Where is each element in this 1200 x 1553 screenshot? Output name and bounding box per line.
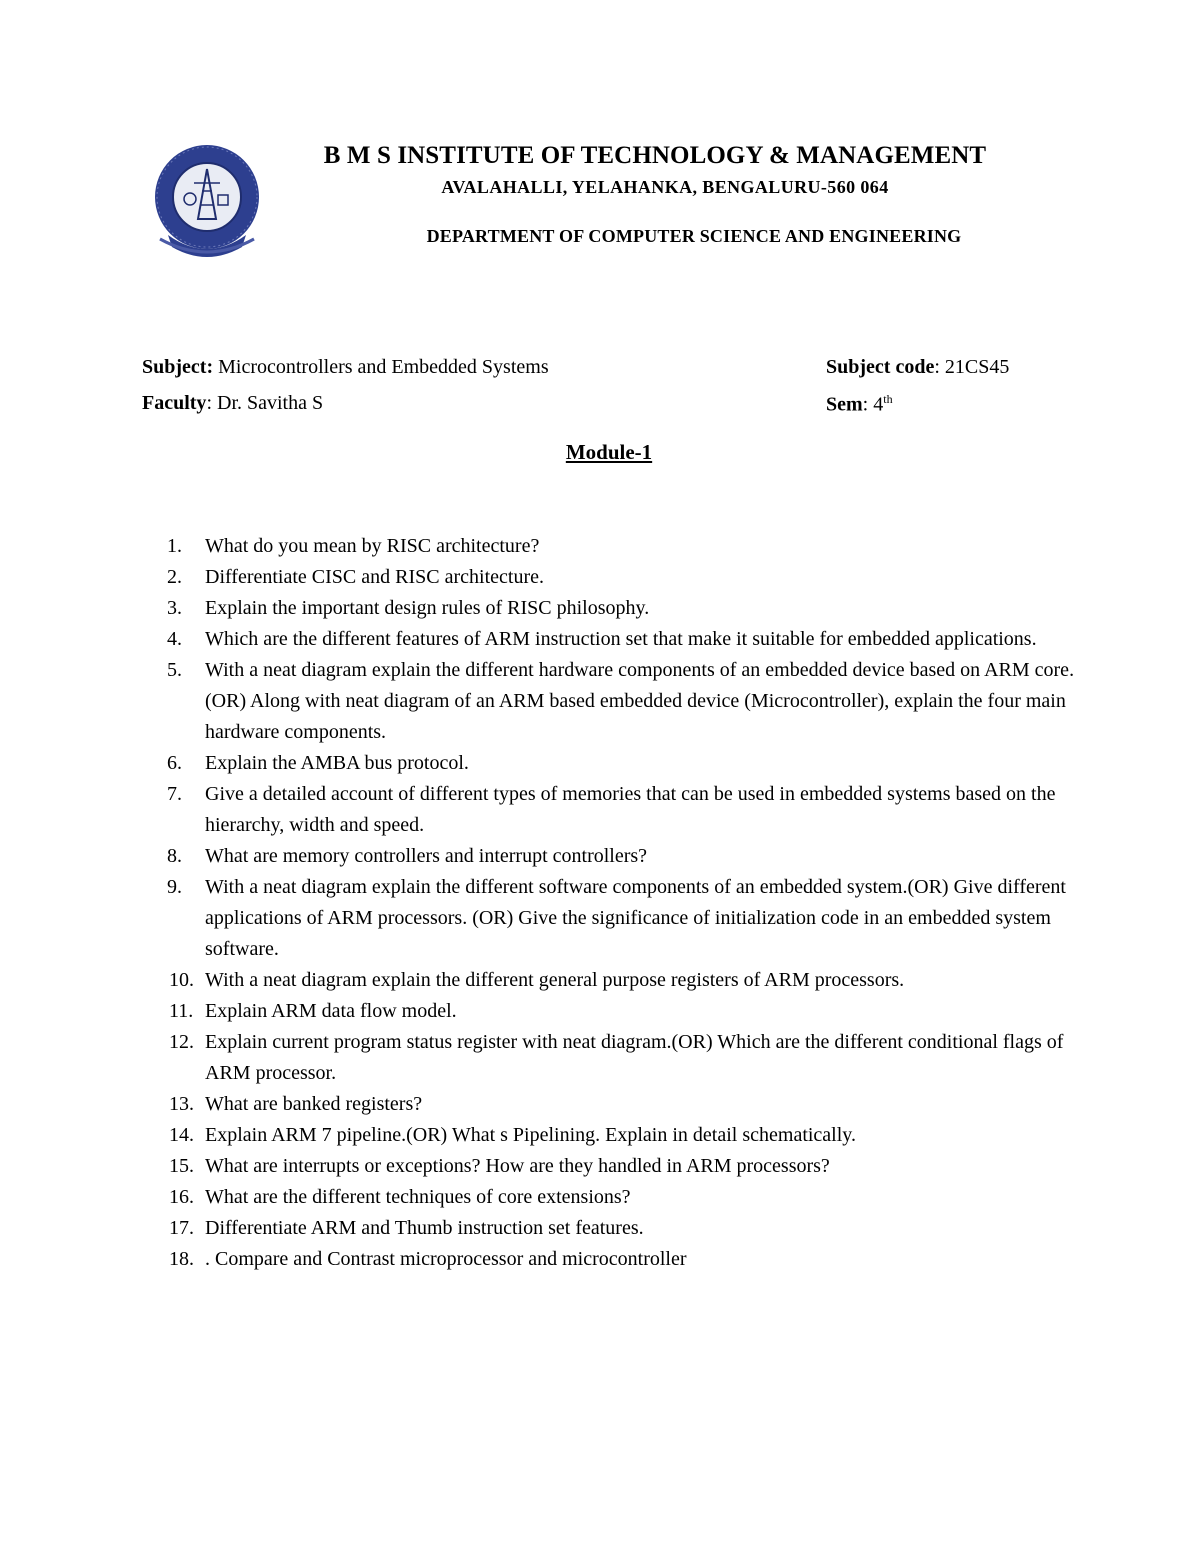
question-item bbox=[167, 562, 1085, 593]
question-text: What are interrupts or exceptions? How are they handled in ARM processors? bbox=[205, 1155, 830, 1177]
question-item bbox=[169, 1151, 1085, 1182]
question-number: 14. bbox=[169, 1124, 194, 1146]
question-text: Explain current program status register with neat diagram.(OR) Which are the different conditional flags of ARM processor. bbox=[205, 1031, 1064, 1084]
question-number: 12. bbox=[169, 1031, 194, 1053]
institute-address: AVALAHALLI, YELAHANKA, BENGALURU-560 064 bbox=[441, 177, 889, 197]
institute-name: B M S INSTITUTE OF TECHNOLOGY & MANAGEMENT bbox=[323, 142, 987, 169]
question-item bbox=[169, 996, 1085, 1027]
question-number: 4. bbox=[167, 628, 182, 650]
question-text: Differentiate ARM and Thumb instruction set features. bbox=[205, 1217, 644, 1239]
faculty-label: Faculty bbox=[142, 392, 207, 414]
faculty-value: : Dr. Savitha S bbox=[206, 392, 324, 414]
question-number: 13. bbox=[169, 1093, 194, 1115]
question-item bbox=[169, 1027, 1085, 1089]
question-text: What do you mean by RISC architecture? bbox=[205, 535, 540, 557]
question-number: 11. bbox=[169, 1000, 194, 1022]
question-number: 17. bbox=[169, 1217, 194, 1239]
question-number: 2. bbox=[167, 566, 182, 588]
question-text: Explain the AMBA bus protocol. bbox=[205, 752, 469, 774]
question-text: Which are the different features of ARM instruction set that make it suitable for embedded applications. bbox=[205, 628, 1037, 650]
question-text: Explain the important design rules of RISC philosophy. bbox=[205, 597, 650, 619]
question-item bbox=[167, 531, 1085, 562]
question-item bbox=[167, 593, 1085, 624]
subject-line bbox=[142, 356, 549, 379]
question-text: What are memory controllers and interrupt controllers? bbox=[205, 845, 648, 867]
question-item bbox=[167, 779, 1085, 841]
question-text: Explain ARM 7 pipeline.(OR) What s Pipelining. Explain in detail schematically. bbox=[205, 1124, 856, 1146]
question-item bbox=[167, 841, 1085, 872]
question-item bbox=[167, 748, 1085, 779]
question-number: 8. bbox=[167, 845, 182, 867]
question-item bbox=[169, 965, 1085, 996]
faculty-line bbox=[142, 392, 323, 415]
semester-suffix: th bbox=[883, 392, 893, 406]
question-item bbox=[169, 1182, 1085, 1213]
question-number: 3. bbox=[167, 597, 182, 619]
semester-line bbox=[826, 392, 893, 417]
semester-value: : 4 bbox=[862, 393, 884, 416]
question-text: . Compare and Contrast microprocessor and microcontroller bbox=[205, 1248, 687, 1270]
subject-code-line bbox=[826, 356, 1009, 379]
question-number: 16. bbox=[169, 1186, 194, 1208]
question-text: What are the different techniques of core extensions? bbox=[205, 1186, 631, 1208]
question-text: Explain ARM data flow model. bbox=[205, 1000, 457, 1022]
question-item bbox=[169, 1244, 1085, 1275]
question-text: Give a detailed account of different types of memories that can be used in embedded systems based on the hierarchy, width and speed. bbox=[205, 783, 1056, 836]
subject-code-value: : 21CS45 bbox=[934, 356, 1010, 378]
question-item bbox=[167, 655, 1085, 748]
question-number: 1. bbox=[167, 535, 182, 557]
question-number: 5. bbox=[167, 659, 182, 681]
question-number: 10. bbox=[169, 969, 194, 991]
question-number: 9. bbox=[167, 876, 182, 898]
department-name: DEPARTMENT OF COMPUTER SCIENCE AND ENGINEERING bbox=[426, 226, 962, 246]
module-title: Module-1 bbox=[565, 440, 653, 464]
question-item bbox=[169, 1120, 1085, 1151]
question-list bbox=[167, 531, 1085, 1275]
question-text: With a neat diagram explain the different general purpose registers of ARM processors. bbox=[205, 969, 905, 991]
subject-value: Microcontrollers and Embedded Systems bbox=[213, 356, 549, 378]
semester-label: Sem bbox=[826, 393, 863, 416]
question-number: 7. bbox=[167, 783, 182, 805]
question-number: 6. bbox=[167, 752, 182, 774]
question-number: 15. bbox=[169, 1155, 194, 1177]
question-text: With a neat diagram explain the different hardware components of an embedded device based on ARM core.(OR) Along with neat diagram of an ARM based embedded device (Microcontroller), explain the four main hardware components. bbox=[205, 659, 1075, 743]
question-text: Differentiate CISC and RISC architecture. bbox=[205, 566, 544, 588]
question-item bbox=[169, 1213, 1085, 1244]
subject-code-label: Subject code bbox=[826, 356, 935, 378]
question-text: With a neat diagram explain the different software components of an embedded system.(OR) Give different applications of ARM processors. (OR) Give the significance of initialization code in an embedded system software. bbox=[205, 876, 1066, 960]
question-item bbox=[167, 624, 1085, 655]
question-item bbox=[169, 1089, 1085, 1120]
question-item bbox=[167, 872, 1085, 965]
question-number: 18. bbox=[169, 1248, 194, 1270]
question-text: What are banked registers? bbox=[205, 1093, 423, 1115]
subject-label: Subject: bbox=[142, 356, 214, 378]
